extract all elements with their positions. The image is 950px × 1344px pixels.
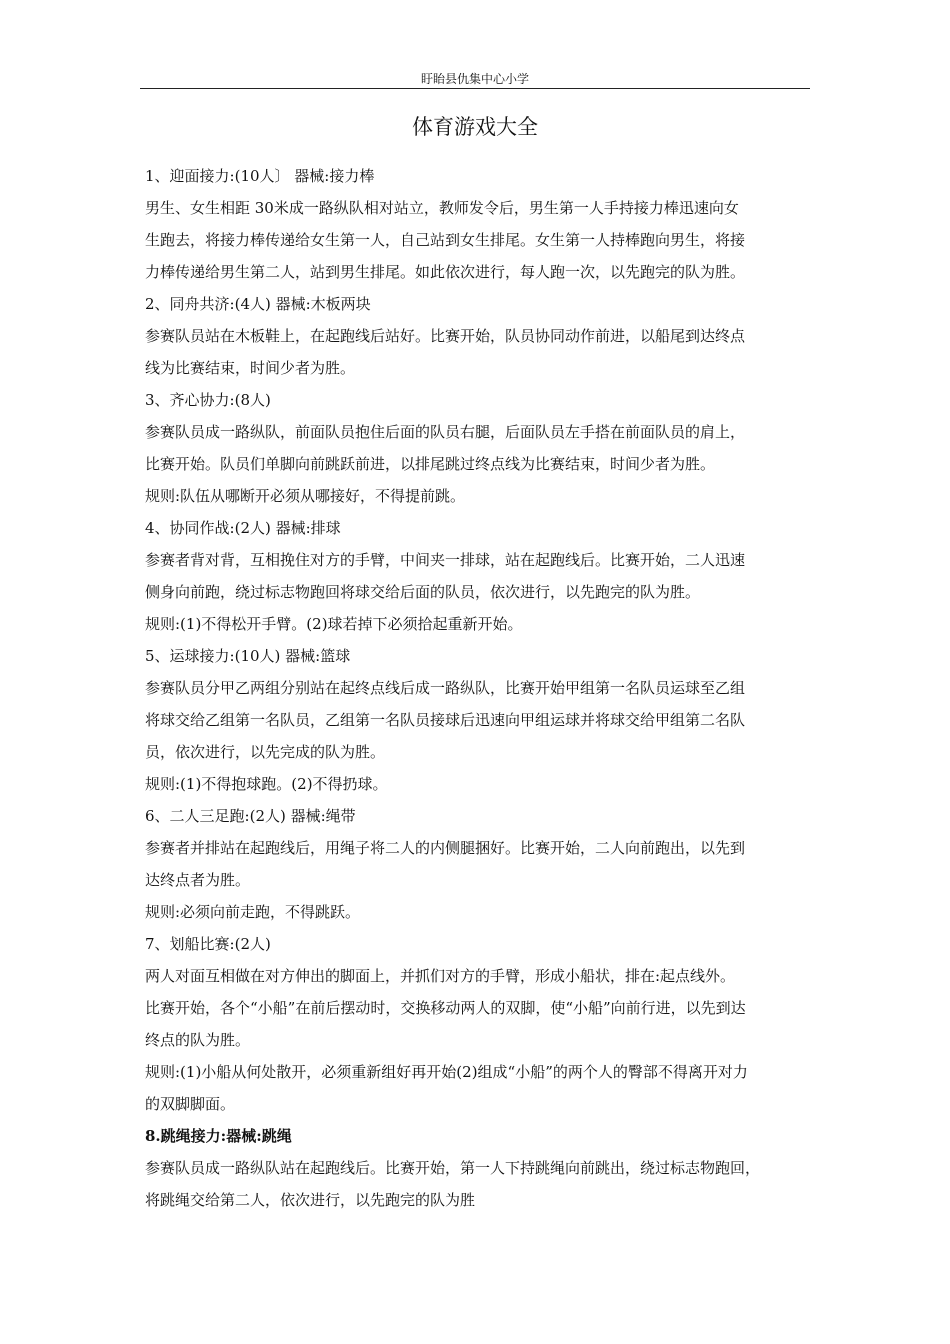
body-line: 线为比赛结束，时间少者为胜。 <box>145 359 356 377</box>
body-line: 达终点者为胜。 <box>145 871 251 889</box>
rule-line: 规则:队伍从哪断开必须从哪接好，不得提前跳。 <box>145 487 466 505</box>
section-heading-7: 7、划船比赛:(2人) <box>145 935 271 953</box>
body-line: 参赛者背对背，互相挽住对方的手臂，中间夹一排球，站在起跑线后。比赛开始，二人迅速 <box>145 551 746 569</box>
body-line: 侧身向前跑，绕过标志物跑回将球交给后面的队员，依次进行，以先跑完的队为胜。 <box>145 583 701 601</box>
body-line: 将球交给乙组第一名队员，乙组第一名队员接球后迅速向甲组运球并将球交给甲组第二名队 <box>145 711 746 729</box>
rule-line: 的双脚脚面。 <box>145 1095 236 1113</box>
body-line: 参赛队员成一路纵队站在起跑线后。比赛开始，第一人下持跳绳向前跳出，绕过标志物跑回， <box>145 1159 761 1177</box>
body-line: 终点的队为胜。 <box>145 1031 251 1049</box>
body-line: 参赛队员成一路纵队，前面队员抱住后面的队员右腿，后面队员左手搭在前面队员的肩上， <box>145 423 746 441</box>
section-heading-2: 2、同舟共济:(4人) 器械:木板两块 <box>145 295 371 313</box>
body-line: 生跑去，将接力棒传递给女生第一人，自己站到女生排尾。女生第一人持棒跑向男生，将接 <box>145 231 746 249</box>
section-heading-1: 1、迎面接力:(10人〕 器械:接力棒 <box>145 167 375 185</box>
body-line: 力棒传递给男生第二人，站到男生排尾。如此依次进行，每人跑一次，以先跑完的队为胜。 <box>145 263 746 281</box>
rule-line: 规则:必须向前走跑，不得跳跃。 <box>145 903 361 921</box>
section-heading-4: 4、协同作战:(2人) 器械:排球 <box>145 519 341 537</box>
section-heading-5: 5、运球接力:(10人) 器械:篮球 <box>145 647 351 665</box>
document-title: 体育游戏大全 <box>412 115 538 139</box>
header-rule <box>140 88 810 89</box>
rule-line: 规则:(1)不得松开手臂。(2)球若掉下必须拾起重新开始。 <box>145 615 523 633</box>
body-line: 比赛开始，各个“小船”在前后摆动时，交换移动两人的双脚，使“小船”向前行进，以先到达 <box>145 999 746 1017</box>
rule-line: 规则:(1)不得抱球跑。(2)不得扔球。 <box>145 775 388 793</box>
body-line: 男生、女生相距 30米成一路纵队相对站立，教师发令后，男生第一人手持接力棒迅速向女 <box>145 199 739 217</box>
rule-line: 规则:(1)小船从何处散开，必须重新组好再开始(2)组成“小船”的两个人的臀部不得离开对力 <box>145 1063 748 1081</box>
section-heading-3: 3、齐心协力:(8人) <box>145 391 271 409</box>
body-line: 员，依次进行，以先完成的队为胜。 <box>145 743 386 761</box>
document-body <box>145 160 810 1216</box>
body-line: 将跳绳交给第二人，依次进行，以先跑完的队为胜 <box>145 1191 476 1209</box>
body-line: 参赛队员分甲乙两组分别站在起终点线后成一路纵队，比赛开始甲组第一名队员运球至乙组 <box>145 679 746 697</box>
body-line: 参赛队员站在木板鞋上，在起跑线后站好。比赛开始，队员协同动作前进，以船尾到达终点 <box>145 327 746 345</box>
page-header-school: 盱眙县仇集中心小学 <box>420 72 529 86</box>
body-line: 参赛者并排站在起跑线后，用绳子将二人的内侧腿捆好。比赛开始，二人向前跑出，以先到 <box>145 839 746 857</box>
section-heading-8: 8.跳绳接力:器械:跳绳 <box>145 1127 292 1145</box>
body-line: 比赛开始。队员们单脚向前跳跃前进，以排尾跳过终点线为比赛结束，时间少者为胜。 <box>145 455 716 473</box>
body-line: 两人对面互相做在对方伸出的脚面上，并抓们对方的手臂，形成小船状，排在:起点线外。 <box>145 967 736 985</box>
section-heading-6: 6、二人三足跑:(2人) 器械:绳带 <box>145 807 356 825</box>
